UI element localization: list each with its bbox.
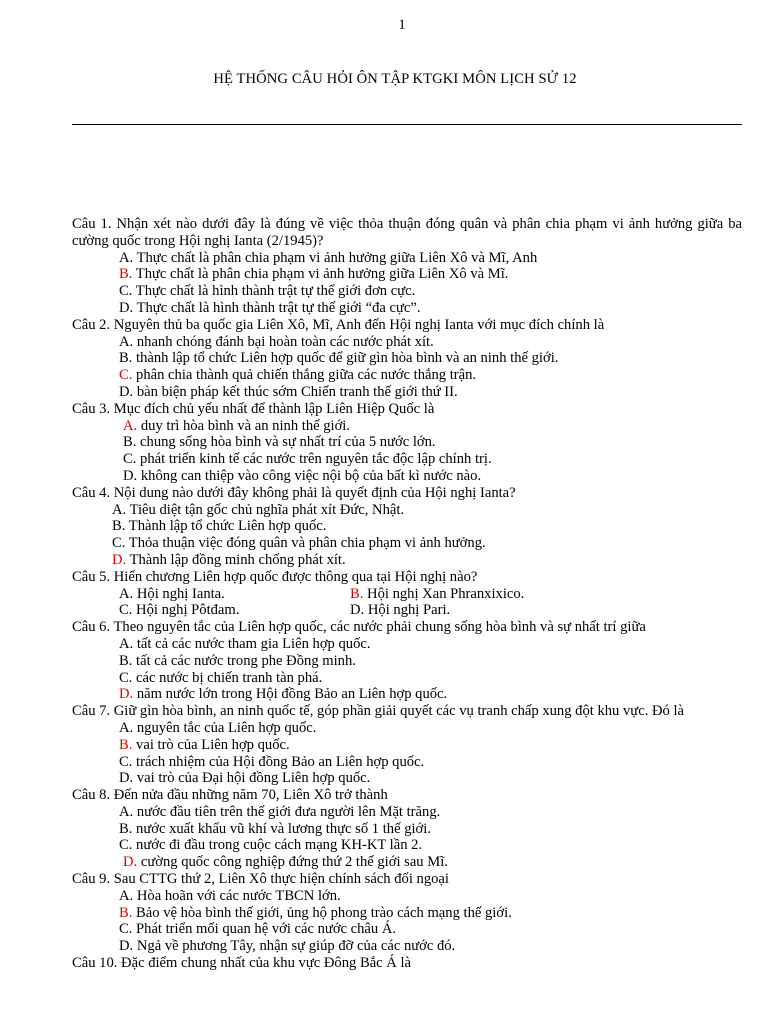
option-text: Thực chất là phân chia phạm vi ảnh hưởng giữa Liên Xô và Mĩ, Anh <box>133 249 538 266</box>
option <box>72 770 742 787</box>
option-text: Hội nghị Ianta. <box>133 585 225 602</box>
option-text: Thực chất là hình thành trật tự thế giới đơn cực. <box>132 283 416 300</box>
option <box>72 434 742 451</box>
option-letter: B. <box>119 904 133 921</box>
option <box>72 451 742 468</box>
option-text: duy trì hòa bình và an ninh thế giới. <box>137 417 351 434</box>
option-text: phân chia thành quả chiến thắng giữa các nước thắng trận. <box>132 367 477 384</box>
option-letter: A. <box>119 887 134 904</box>
option-letter: A. <box>119 333 134 350</box>
option <box>72 905 742 922</box>
option <box>72 418 742 435</box>
option-text: thành lập tổ chức Liên hợp quốc để giữ gìn hòa bình và an ninh thế giới. <box>132 350 559 367</box>
option-letter: A. <box>119 249 134 266</box>
option-text: vai trò của Liên hợp quốc. <box>132 736 290 753</box>
option-text: nguyên tắc của Liên hợp quốc. <box>133 719 317 736</box>
option-text: Hòa hoãn với các nước TBCN lớn. <box>133 887 341 904</box>
option <box>72 350 742 367</box>
option-text: phát triển kinh tế các nước trên nguyên tắc độc lập chính trị. <box>136 451 492 468</box>
option-text: Thành lập đồng minh chống phát xít. <box>126 551 346 568</box>
option <box>72 384 742 401</box>
option-letter: A. <box>119 585 134 602</box>
option <box>72 854 742 871</box>
option-letter: A. <box>119 719 134 736</box>
option-letter: B. <box>119 736 133 753</box>
option <box>72 821 742 838</box>
option-text: Thỏa thuận việc đóng quân và phân chia phạm vi ảnh hưởng. <box>125 535 486 552</box>
option-letter: B. <box>350 585 364 602</box>
option <box>72 653 742 670</box>
option <box>72 535 742 552</box>
option <box>72 502 742 519</box>
question: Câu 9. Sau CTTG thứ 2, Liên Xô thực hiện chính sách đối ngoại <box>72 871 449 888</box>
option-text: bàn biện pháp kết thúc sớm Chiến tranh thế giới thứ II. <box>133 383 458 400</box>
option <box>72 334 742 351</box>
question: Câu 3. Mục đích chủ yếu nhất để thành lập Liên Hiệp Quốc là <box>72 400 435 417</box>
question: Câu 4. Nội dung nào dưới đây không phải là quyết định của Hội nghị Ianta? <box>72 484 516 501</box>
option-text: cường quốc công nghiệp đứng thứ 2 thế giới sau Mĩ. <box>137 854 448 871</box>
option <box>72 888 742 905</box>
option-letter: B. <box>112 518 126 535</box>
option-letter: B. <box>123 434 137 451</box>
option-text: nước đi đầu trong cuộc cách mạng KH-KT lần 2. <box>132 837 423 854</box>
option-text: nhanh chóng đánh bại hoàn toàn các nước phát xít. <box>133 333 434 350</box>
question-list <box>72 216 742 972</box>
option-letter: D. <box>350 602 365 619</box>
question: Câu 5. Hiến chương Liên hợp quốc được thông qua tại Hội nghị nào? <box>72 568 478 585</box>
question: Câu 8. Đến nửa đầu những năm 70, Liên Xô trở thành <box>72 787 388 804</box>
option-text: Bảo vệ hòa bình thế giới, ủng hộ phong trào cách mạng thế giới. <box>132 904 512 921</box>
option-letter: B. <box>119 652 133 669</box>
option-text: Thực chất là hình thành trật tự thế giới “đa cực”. <box>133 299 421 316</box>
option <box>72 670 742 687</box>
option-text: trách nhiệm của Hội đồng Bảo an Liên hợp quốc. <box>132 753 425 770</box>
option-text: chung sống hòa bình và sự nhất trí của 5 nước lớn. <box>136 434 436 451</box>
option-letter: C. <box>119 921 133 938</box>
option-text: Thành lập tổ chức Liên hợp quốc. <box>125 518 327 535</box>
option <box>72 468 742 485</box>
option-text: nước đầu tiên trên thế giới đưa người lên Mặt trăng. <box>133 803 441 820</box>
option-text: vai trò của Đại hội đồng Liên hợp quốc. <box>133 770 371 787</box>
option <box>72 283 742 300</box>
option-text: không can thiệp vào công việc nội bộ của bất kì nước nào. <box>137 467 482 484</box>
question: Câu 2. Nguyên thủ ba quốc gia Liên Xô, Mĩ, Anh đến Hội nghị Ianta với mục đích chính là <box>72 316 605 333</box>
option <box>72 686 742 703</box>
option-letter: B. <box>119 350 133 367</box>
option-letter: D. <box>123 854 138 871</box>
option-text: tất cả các nước tham gia Liên hợp quốc. <box>133 635 371 652</box>
option <box>350 586 524 603</box>
option <box>72 938 742 955</box>
option-text: Phát triển mối quan hệ với các nước châu Á. <box>132 921 397 938</box>
question: Câu 10. Đặc điểm chung nhất của khu vực Đông Bắc Á là <box>72 955 412 972</box>
option <box>72 804 742 821</box>
option <box>72 266 742 283</box>
option <box>72 720 742 737</box>
option-letter: D. <box>119 770 134 787</box>
option-letter: C. <box>119 283 133 300</box>
option <box>72 754 742 771</box>
option <box>72 737 742 754</box>
option-text: nước xuất khẩu vũ khí và lương thực số 1 thế giới. <box>132 820 431 837</box>
option-text: Thực chất là phân chia phạm vi ảnh hưởng giữa Liên Xô và Mĩ. <box>132 266 509 283</box>
option-letter: D. <box>119 686 134 703</box>
question: Câu 7. Giữ gìn hòa bình, an ninh quốc tế, góp phần giải quyết các vụ tranh chấp xung đột khu vực. Đó là <box>72 703 685 720</box>
option-letter: D. <box>119 383 134 400</box>
option <box>72 367 742 384</box>
option-letter: C. <box>119 669 133 686</box>
option-letter: B. <box>119 820 133 837</box>
header-rule <box>72 124 742 125</box>
option <box>72 837 742 854</box>
option-letter: C. <box>112 535 126 552</box>
option-letter: C. <box>119 753 133 770</box>
option-letter: C. <box>119 602 133 619</box>
option-letter: D. <box>119 938 134 955</box>
option <box>72 921 742 938</box>
option <box>72 250 742 267</box>
option <box>72 636 742 653</box>
option-text: Hội nghị Xan Phranxixico. <box>363 585 525 602</box>
option-letter: C. <box>119 367 133 384</box>
option <box>119 586 350 603</box>
option-letter: D. <box>123 467 138 484</box>
option <box>119 602 350 619</box>
option-text: Ngả về phương Tây, nhận sự giúp đỡ của các nước đó. <box>133 938 456 955</box>
option-text: Hội nghị Pôtđam. <box>132 602 240 619</box>
question: Câu 6. Theo nguyên tắc của Liên hợp quốc, các nước phải chung sống hòa bình và sự nhất trí giữa <box>72 619 646 636</box>
option-text: Hội nghị Pari. <box>364 602 451 619</box>
option-letter: A. <box>123 417 138 434</box>
option <box>72 552 742 569</box>
option-text: tất cả các nước trong phe Đồng minh. <box>132 652 356 669</box>
option-letter: A. <box>119 635 134 652</box>
option-letter: B. <box>119 266 133 283</box>
option <box>350 602 450 619</box>
document-title: HỆ THỐNG CÂU HỎI ÔN TẬP KTGKI MÔN LỊCH SỬ 12 <box>213 71 577 87</box>
option-letter: A. <box>112 501 127 518</box>
option-letter: C. <box>119 837 133 854</box>
option-text: năm nước lớn trong Hội đồng Bảo an Liên hợp quốc. <box>133 686 448 703</box>
option-text: các nước bị chiến tranh tàn phá. <box>132 669 323 686</box>
option-letter: C. <box>123 451 137 468</box>
option-letter: A. <box>119 803 134 820</box>
page-number: 1 <box>398 17 406 33</box>
option-letter: D. <box>112 551 127 568</box>
option-row <box>72 586 742 603</box>
option <box>72 518 742 535</box>
option-row <box>72 602 742 619</box>
option-letter: D. <box>119 299 134 316</box>
option <box>72 300 742 317</box>
option-text: Tiêu diệt tận gốc chủ nghĩa phát xít Đức, Nhật. <box>126 501 405 518</box>
question: Câu 1. Nhận xét nào dưới đây là đúng về việc thỏa thuận đóng quân và phân chia phạm vi ảnh hưởng giữa ba cường quốc trong Hội nghị Ianta (2/1945)? <box>72 216 742 249</box>
